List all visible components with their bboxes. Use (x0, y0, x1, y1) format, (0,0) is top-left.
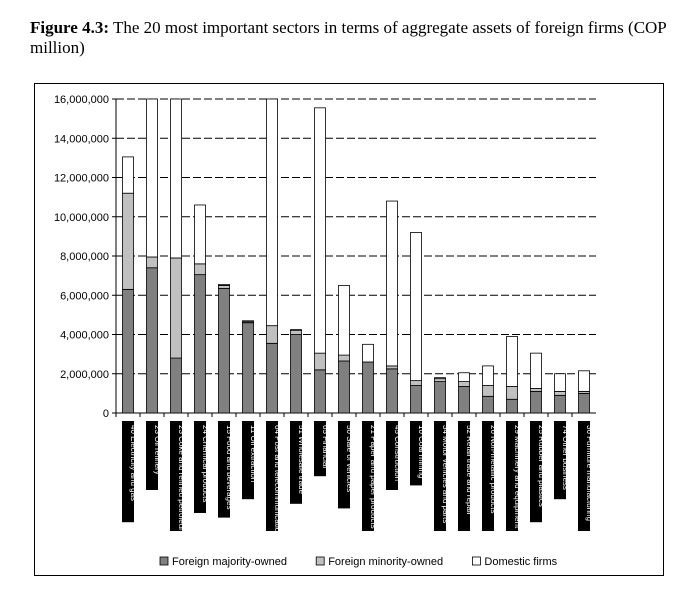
bar-segment (315, 370, 326, 413)
y-tick-label: 6,000,000 (60, 290, 109, 303)
legend-swatch (160, 557, 168, 565)
bar-segment (531, 353, 542, 388)
category-label: 29 Machinery and equipment (513, 425, 522, 529)
bar-segment (387, 366, 398, 369)
y-tick-label: 8,000,000 (60, 251, 109, 263)
y-tick-label: 2,000,000 (60, 368, 109, 381)
legend-label: Foreign majority-owned (172, 556, 287, 568)
bar-segment (507, 336, 518, 386)
bar-segment (483, 366, 494, 386)
bar-segment (507, 387, 518, 400)
bar-segment (219, 284, 230, 285)
category-label: 23 Coke and refined petroleum (177, 425, 186, 535)
bar-segment (267, 99, 278, 326)
bar-segment (171, 258, 182, 358)
bar-segment (339, 355, 350, 361)
legend-label: Domestic firms (484, 556, 558, 568)
bar-segment (123, 157, 134, 193)
bar-segment (291, 330, 302, 331)
category-label: 65 Financial (321, 425, 330, 469)
bar-segment (147, 257, 158, 268)
bar-segment (171, 99, 182, 258)
bar-segment (195, 275, 206, 413)
bar-segment (363, 344, 374, 362)
bar-segment (459, 382, 470, 387)
category-label: 24 Chemical products (201, 425, 210, 503)
bar-segment (123, 289, 134, 413)
bar-segment (195, 205, 206, 264)
bar-segment (555, 391, 566, 395)
bar-segment (363, 362, 374, 413)
y-tick-label: 16,000,000 (53, 94, 109, 106)
bar-segment (459, 373, 470, 382)
category-label: 36 Furniture manufacturing (585, 425, 594, 522)
category-label: 21 Paper and paper products (369, 425, 378, 529)
bar-segment (411, 232, 422, 380)
category-label: 51 Wholesale trade (297, 425, 306, 494)
bar-segment (315, 353, 326, 370)
bar-segment (315, 108, 326, 353)
category-label: 25 Rubber and plastics (537, 425, 546, 507)
bar-segment (435, 378, 446, 379)
y-tick-label: 0 (102, 408, 109, 420)
category-label: 11 Oil extraction (249, 425, 258, 483)
category-label: 15 Food and beverages (225, 425, 234, 510)
category-label: 23 Oil refinery (153, 425, 162, 475)
bar-segment (267, 326, 278, 344)
bar-segment (387, 369, 398, 413)
category-label: 45 Construction (393, 425, 402, 482)
y-tick-label: 12,000,000 (53, 172, 109, 185)
bar-segment (123, 193, 134, 289)
category-label: 64 Post and telecommunications (273, 425, 282, 541)
category-label: 26 Non-metallic products (489, 425, 498, 514)
category-label: 74 Other business (561, 425, 570, 490)
bar-segment (243, 323, 254, 413)
y-tick-label: 14,000,000 (53, 133, 109, 146)
y-tick-label: 10,000,000 (53, 211, 109, 224)
legend-label: Foreign minority-owned (328, 556, 444, 568)
y-tick-label: 4,000,000 (60, 329, 109, 342)
bar-segment (483, 386, 494, 397)
bar-segment (243, 321, 254, 322)
bar-segment (267, 343, 278, 413)
bar-segment (219, 288, 230, 413)
figure-title: The 20 most important sectors in terms of aggregate assets of foreign firms (COP million) (30, 18, 667, 57)
category-label: 50 Sale of vehicles (345, 425, 354, 493)
bar-segment (339, 285, 350, 355)
category-label: 52 Retail trade and repair (465, 425, 474, 516)
category-label: 10 Coal mining (417, 425, 426, 479)
bar-segment (483, 396, 494, 413)
category-label: 34 Motor vehicles and parts (441, 425, 450, 524)
bar-segment (579, 371, 590, 392)
bar-segment (387, 201, 398, 366)
legend-swatch (472, 557, 480, 565)
bar-segment (171, 358, 182, 413)
bar-segment (435, 379, 446, 382)
bar-segment (531, 388, 542, 391)
figure-label: Figure 4.3: (30, 18, 110, 37)
bar-segment (147, 268, 158, 413)
bar-segment (555, 395, 566, 413)
bar-segment (411, 381, 422, 386)
bar-segment (219, 285, 230, 288)
bar-segment (459, 387, 470, 413)
bar-segment (555, 374, 566, 392)
bar-segment (147, 99, 158, 257)
bar-segment (339, 361, 350, 413)
bar-segment (291, 331, 302, 335)
legend-swatch (316, 557, 324, 565)
category-label: 40 Electricity and gas (129, 425, 138, 502)
bar-segment (291, 335, 302, 414)
bar-segment (411, 386, 422, 413)
bar-segment (507, 399, 518, 413)
bar-segment (435, 382, 446, 413)
bar-segment (531, 391, 542, 413)
bar-segment (195, 264, 206, 275)
bar-segment (579, 393, 590, 413)
